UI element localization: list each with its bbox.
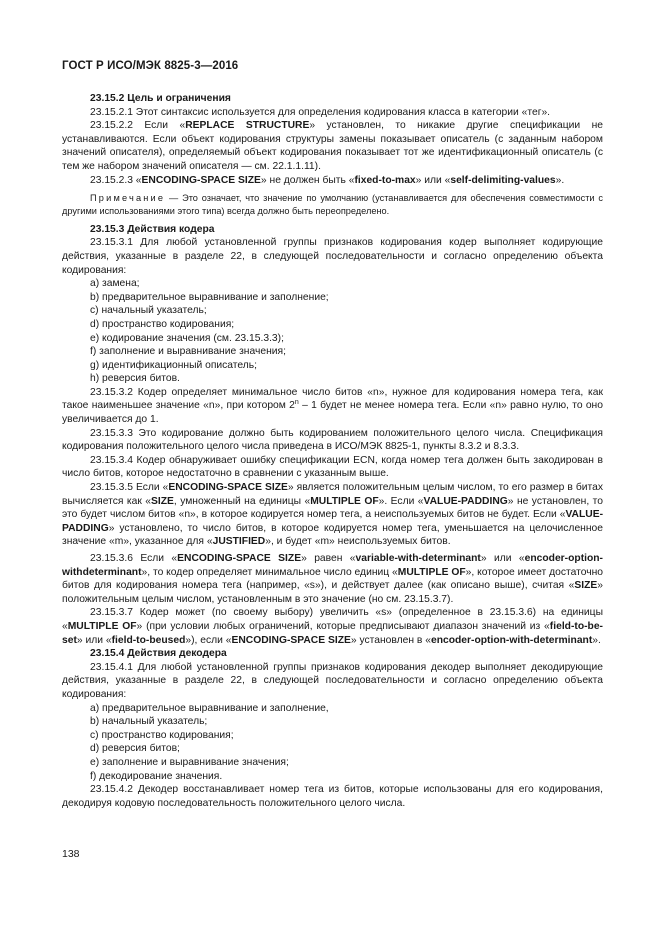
paragraph-23-15-3-5: 23.15.3.5 Если «ENCODING-SPACE SIZE» является положительным целым числом, то его размер в битах вычисляется как «SIZE, умноженный на единицы «MULTIPLE OF». Если «VALUE-PADDING» не установлен, то это будет числом битов «n», в которое кодируется номер тега, а неиспользуемых битов не будет. Если «VALUE-PADDING» установлено, то число битов, в которое кодируется номер тега, уменьшается на целочисленное значение «m», указанное для «JUSTIFIED», и будет «m» неиспользуемых битов. xyxy=(62,482,603,548)
list-item: g) идентификационный описатель; xyxy=(90,359,258,371)
section-heading-23-15-2: 23.15.2 Цель и ограничения xyxy=(90,93,231,104)
list-item: d) пространство кодирования; xyxy=(90,318,235,330)
paragraph-23-15-3-2: 23.15.3.2 Кодер определяет минимальное число битов «n», нужное для кодирования номера тега, как такое наименьшее значение «n», при котором 2$^n$ – 1 будет не менее номера тега. Если «n» равно нулю, то оно увеличивается до 1. xyxy=(62,386,603,426)
section-heading-23-15-4: 23.15.4 Действия декодера xyxy=(90,648,227,660)
list-item: d) реверсия битов; xyxy=(90,743,180,755)
note-label: Примечание xyxy=(90,193,166,204)
paragraph-23-15-2-2: 23.15.2.2 Если «REPLACE STRUCTURE» установлен, то никакие другие спецификации не устанавливаются. Если объект кодирования структуры замены показывает описатель (с заданным набором значений описателя), определяемый объект кодирования показывает тот же идентификационный описатель (с тем же набором значений описателя — см. 22.1.1.11). xyxy=(62,120,603,172)
list-item: a) предварительное выравнивание и заполнение, xyxy=(90,702,329,714)
paragraph-23-15-4-2: 23.15.4.2 Декодер восстанавливает номер тега из битов, которые использованы для его кодирования, декодируя кодовую последовательность положительного целого числа. xyxy=(62,784,603,809)
paragraph-23-15-3-7: 23.15.3.7 Кодер может (по своему выбору) увеличить «s» (определенное в 23.15.3.6) на единицы «MULTIPLE OF» (при условии любых ограничений, которые предписывают диапазон значений из «field-to-be-set» или «field-to-beused»), если «ENCODING-SPACE SIZE» установлен в «encoder-option-with-determinant». xyxy=(62,607,603,646)
list-item: b) предварительное выравнивание и заполнение; xyxy=(90,291,329,303)
paragraph-23-15-3-1: 23.15.3.1 Для любой установленной группы признаков кодирования кодер выполняет кодирующие действия, указанные в разделе 22, в следующей последовательности и согласно определению объекта кодирования: xyxy=(62,237,603,276)
document-body xyxy=(62,92,603,810)
section-heading-23-15-3: 23.15.3 Действия кодера xyxy=(90,223,215,235)
paragraph-23-15-3-4: 23.15.3.4 Кодер обнаруживает ошибку спецификации ECN, когда номер тега должен быть закодирован в число битов, которое недостаточно в сравнении с указанным выше. xyxy=(62,454,603,480)
list-item: c) начальный указатель; xyxy=(90,305,207,317)
paragraph-23-15-3-6: 23.15.3.6 Если «ENCODING-SPACE SIZE» равен «variable-with-determinant» или «encoder-option-withdeterminant», то кодер определяет минимальное число единиц «MULTIPLE OF», которое имеет достаточно битов для кодирования номера тега (например, «s»), и действует далее (как описано выше), считая «SIZE» положительным целым числом, установленным в это значение (но см. 23.15.3.7). xyxy=(62,553,604,605)
list-item: b) начальный указатель; xyxy=(90,716,208,728)
list-item: a) замена; xyxy=(90,278,140,290)
page-number: 138 xyxy=(62,848,80,860)
list-item: e) кодирование значения (см. 23.15.3.3); xyxy=(90,332,284,344)
list-item: f) заполнение и выравнивание значения; xyxy=(90,346,286,358)
note xyxy=(62,192,603,218)
list-item: h) реверсия битов. xyxy=(90,373,180,385)
list-item: c) пространство кодирования; xyxy=(90,729,234,741)
list-item: e) заполнение и выравнивание значения; xyxy=(90,756,289,768)
document-header: ГОСТ Р ИСО/МЭК 8825-3—2016 xyxy=(62,60,239,72)
paragraph-23-15-2-3: 23.15.2.3 «ENCODING-SPACE SIZE» не должен быть «fixed-to-max» или «self-delimiting-values». xyxy=(90,174,565,186)
paragraph-23-15-2-1: 23.15.2.1 Этот синтаксис используется для определения кодирования класса в категории «тег». xyxy=(90,106,551,118)
paragraph-23-15-4-1: 23.15.4.1 Для любой установленной группы признаков кодирования декодер выполняет декодирующие действия, указанные в разделе 22, в следующей последовательности и согласно определению объекта кодирования: xyxy=(62,661,603,700)
note-text: — Это означает, что значение по умолчанию (устанавливается для обеспечения совместимости с другими использованиями этого типа) всегда должно быть переопределено. xyxy=(62,193,603,216)
paragraph-23-15-3-3: 23.15.3.3 Это кодирование должно быть кодированием положительного целого числа. Спецификация кодирования положительного целого числа приведена в ИСО/МЭК 8825-1, пункты 8.3.2 и 8.3.3. xyxy=(62,427,603,453)
list-item: f) декодирование значения. xyxy=(90,770,223,782)
